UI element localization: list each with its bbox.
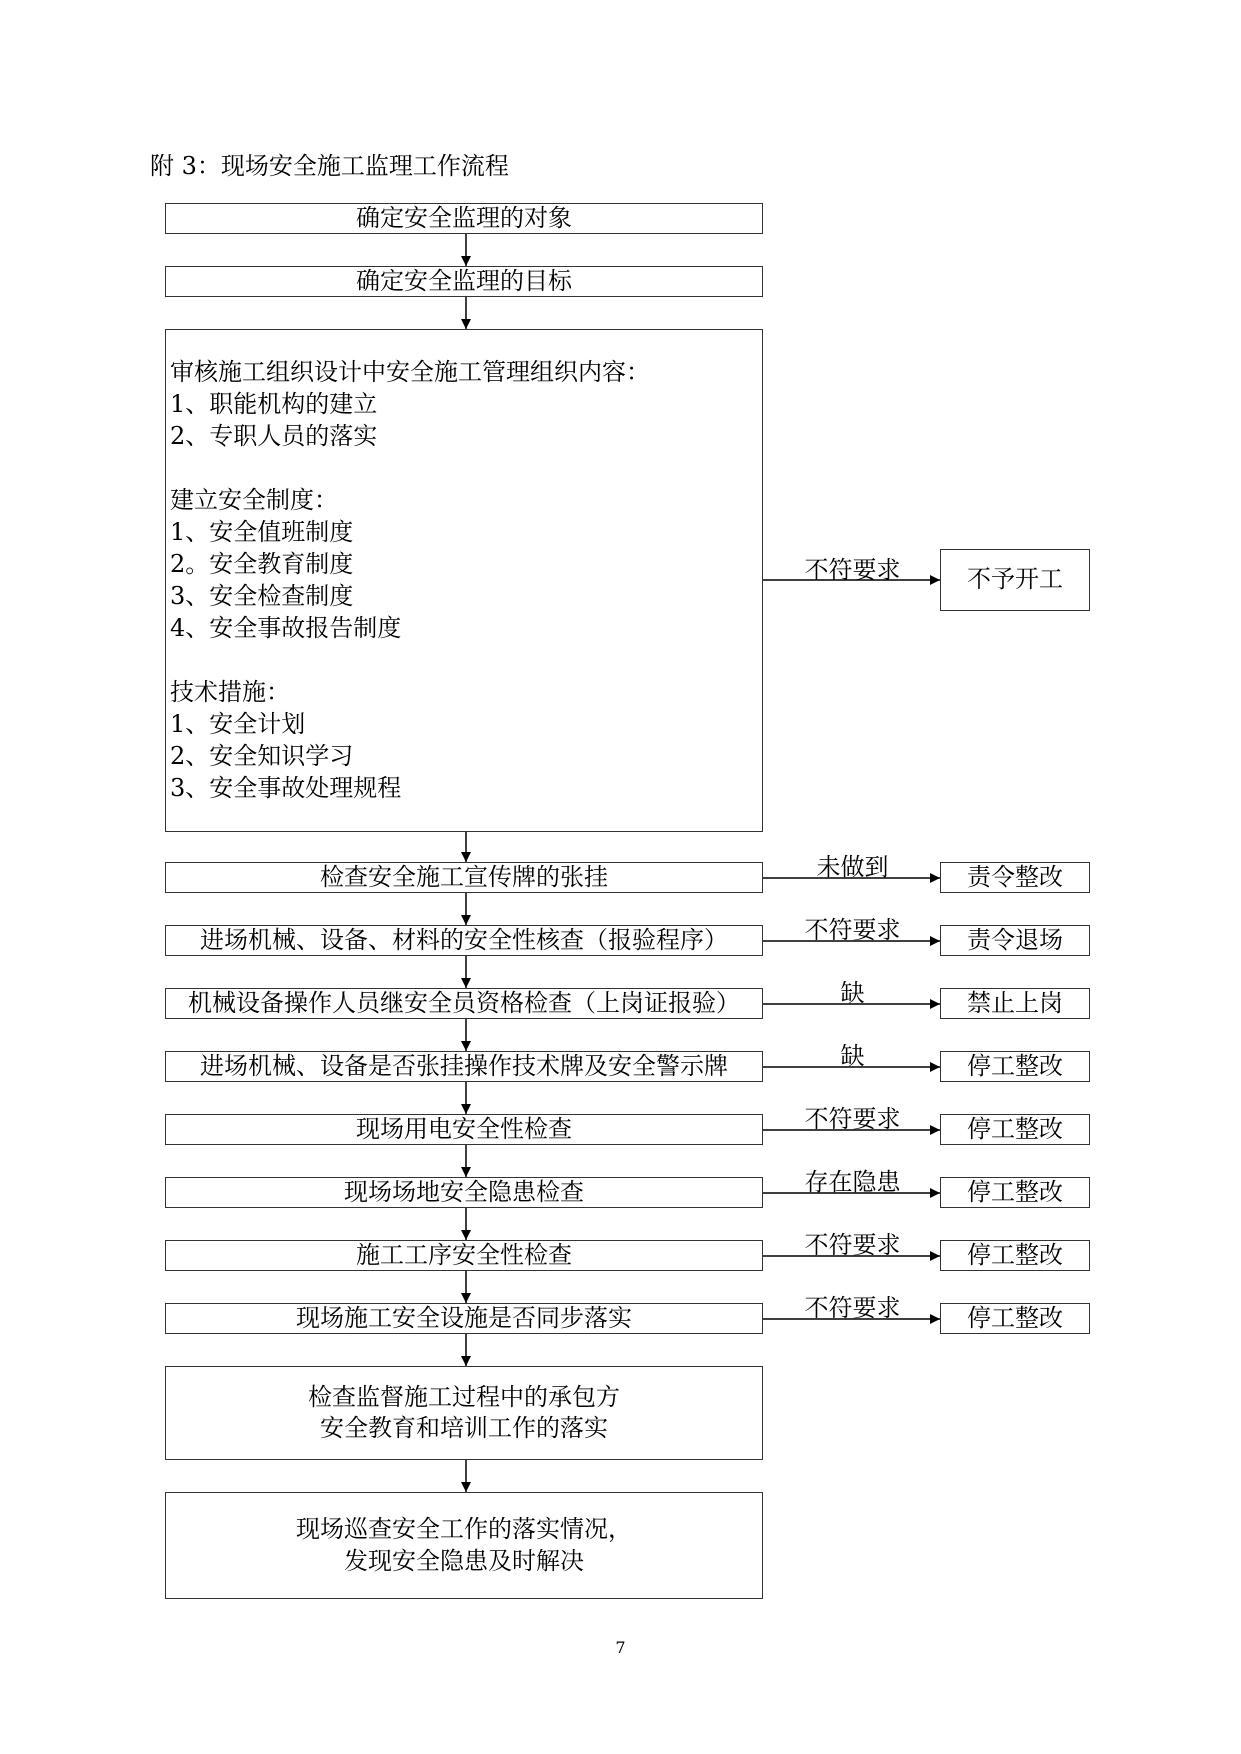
- check-process-safety-label: 施工工序安全性检查: [356, 1240, 572, 1269]
- check-signboard-label: 检查安全施工宣传牌的张挂: [320, 862, 608, 891]
- review-group3-item: 3、安全事故处理规程: [170, 774, 402, 802]
- check-electrical-safety-label: 现场用电安全性检查: [356, 1114, 572, 1143]
- result-label: 责令退场: [967, 925, 1063, 954]
- result-box: [940, 862, 1090, 893]
- review-group2-item: 2。安全教育制度: [170, 550, 354, 578]
- condition-label: 不符要求: [804, 916, 901, 944]
- patrol-inspection-line: 发现安全隐患及时解决: [344, 1546, 584, 1575]
- step-define-goal-label: 确定安全监理的目标: [356, 266, 572, 295]
- review-box: [165, 329, 763, 832]
- check-equipment-materials: [165, 925, 763, 956]
- review-group2-item: 4、安全事故报告制度: [170, 614, 402, 642]
- result-box: [940, 925, 1090, 956]
- result-label: 停工整改: [967, 1303, 1063, 1332]
- check-electrical-safety: [165, 1114, 763, 1145]
- check-operator-qualification-label: 机械设备操作人员继安全员资格检查（上岗证报验）: [188, 988, 740, 1017]
- patrol-inspection-line: 现场巡查安全工作的落实情况，: [296, 1515, 632, 1544]
- condition-label: 缺: [840, 979, 865, 1007]
- check-safety-facilities-label: 现场施工安全设施是否同步落实: [296, 1303, 632, 1332]
- page-title: 附 3：现场安全施工监理工作流程: [150, 152, 509, 180]
- result-box: [940, 1114, 1090, 1145]
- check-site-hazards: [165, 1177, 763, 1208]
- check-equipment-materials-label: 进场机械、设备、材料的安全性核查（报验程序）: [200, 925, 728, 954]
- result-no-start-label: 不予开工: [967, 565, 1063, 594]
- check-warning-signs: [165, 1051, 763, 1082]
- step-define-goal: [165, 266, 763, 297]
- page-number: 7: [615, 1638, 626, 1657]
- result-box: [940, 1177, 1090, 1208]
- review-group3-heading: 技术措施：: [170, 678, 290, 706]
- review-group2-item: 1、安全值班制度: [170, 518, 354, 546]
- result-box: [940, 1240, 1090, 1271]
- check-site-hazards-label: 现场场地安全隐患检查: [344, 1177, 584, 1206]
- review-group2-heading: 建立安全制度：: [170, 486, 338, 514]
- result-no-start: [940, 549, 1090, 611]
- review-group1-item: 2、专职人员的落实: [170, 422, 378, 450]
- check-warning-signs-label: 进场机械、设备是否张挂操作技术牌及安全警示牌: [200, 1051, 728, 1080]
- review-group3-item: 1、安全计划: [170, 710, 306, 738]
- condition-label: 不符要求: [804, 556, 901, 584]
- result-label: 停工整改: [967, 1114, 1063, 1143]
- result-box: [940, 1051, 1090, 1082]
- step-define-object-label: 确定安全监理的对象: [356, 203, 572, 232]
- review-group1-item: 1、职能机构的建立: [170, 390, 378, 418]
- step-define-object: [165, 203, 763, 234]
- result-label: 责令整改: [967, 862, 1063, 891]
- result-label: 禁止上岗: [967, 988, 1063, 1017]
- condition-label: 缺: [840, 1042, 865, 1070]
- review-group3-item: 2、安全知识学习: [170, 742, 354, 770]
- review-group1-heading: 审核施工组织设计中安全施工管理组织内容：: [170, 358, 650, 386]
- result-label: 停工整改: [967, 1240, 1063, 1269]
- review-group2-item: 3、安全检查制度: [170, 582, 354, 610]
- condition-label: 存在隐患: [804, 1168, 901, 1196]
- result-label: 停工整改: [967, 1177, 1063, 1206]
- supervise-training-line: 安全教育和培训工作的落实: [320, 1414, 608, 1442]
- condition-label: 不符要求: [804, 1294, 901, 1322]
- check-safety-facilities: [165, 1303, 763, 1334]
- condition-label: 不符要求: [804, 1105, 901, 1133]
- check-process-safety: [165, 1240, 763, 1271]
- condition-label: 不符要求: [804, 1231, 901, 1259]
- result-label: 停工整改: [967, 1051, 1063, 1080]
- result-box: [940, 1303, 1090, 1334]
- supervise-training-box: [165, 1366, 763, 1460]
- check-operator-qualification: [165, 988, 763, 1019]
- check-signboard: [165, 862, 763, 893]
- patrol-inspection-box: [165, 1492, 763, 1599]
- supervise-training-line: 检查监督施工过程中的承包方: [308, 1382, 620, 1411]
- condition-label: 未做到: [816, 853, 889, 881]
- result-box: [940, 988, 1090, 1019]
